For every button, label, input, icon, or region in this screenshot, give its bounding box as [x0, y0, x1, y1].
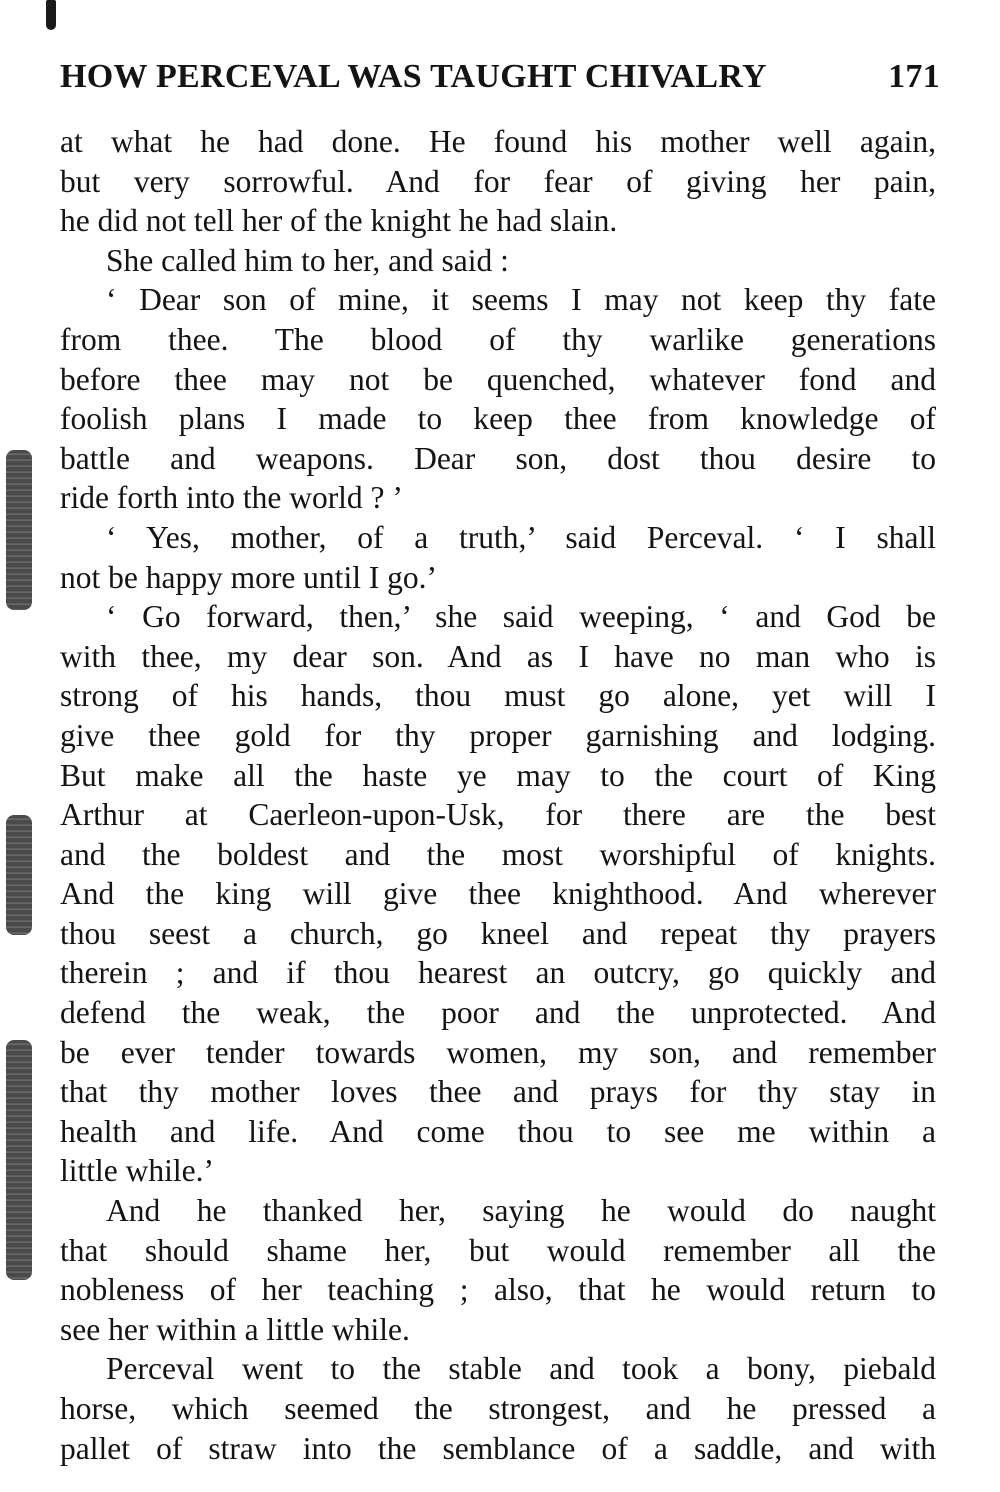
paragraph-line: battle and weapons. Dear son, dost thou desire to: [60, 440, 936, 476]
paragraph-line: give thee gold for thy proper garnishing and lodging.: [60, 717, 936, 753]
paragraph-line: Arthur at Caerleon-upon-Usk, for there are the best: [60, 797, 936, 833]
ink-mark-top: [46, 0, 56, 30]
paragraph-line: pallet of straw into the semblance of a saddle, and with: [60, 1430, 936, 1466]
paragraph-line: at what he had done. He found his mother well again,: [60, 124, 936, 159]
paragraph-line: but very sorrowful. And for fear of giving her pain,: [60, 163, 936, 199]
paragraph-line: defend the weak, the poor and the unprotected. And: [60, 995, 936, 1031]
running-header: [60, 58, 940, 102]
paragraph-line: be ever tender towards women, my son, and remember: [60, 1034, 936, 1070]
paragraph-line: She called him to her, and said :: [106, 242, 509, 278]
paragraph-line: strong of his hands, thou must go alone, yet will I: [60, 678, 936, 714]
paragraph-line: and the boldest and the most worshipful of knights.: [60, 836, 936, 872]
paragraph-line: And the king will give thee knighthood. And wherever: [60, 876, 936, 912]
paragraph-line: nobleness of her teaching ; also, that he would return to: [60, 1272, 936, 1308]
paragraph-line: foolish plans I made to keep thee from knowledge of: [60, 401, 936, 437]
page-number: 171: [888, 58, 940, 95]
paragraph-line: But make all the haste ye may to the court of King: [60, 757, 936, 793]
paragraph-line: little while.’: [60, 1153, 214, 1189]
paragraph-line: Perceval went to the stable and took a bony, piebald: [106, 1351, 936, 1387]
paragraph-line: not be happy more until I go.’: [60, 559, 438, 595]
body-text: [60, 122, 936, 1468]
paragraph-line: And he thanked her, saying he would do naught: [106, 1193, 936, 1229]
paragraph-line: ‘ Go forward, then,’ she said weeping, ‘ and God be: [106, 599, 936, 635]
paragraph-line: therein ; and if thou hearest an outcry, go quickly and: [60, 955, 936, 991]
paragraph-line: see her within a little while.: [60, 1311, 410, 1347]
paragraph-line: before thee may not be quenched, whatever fond and: [60, 361, 936, 397]
paragraph-line: from thee. The blood of thy warlike generations: [60, 321, 936, 357]
paragraph-line: that should shame her, but would remember all the: [60, 1232, 936, 1268]
paragraph-line: ‘ Dear son of mine, it seems I may not keep thy fate: [106, 282, 936, 318]
paragraph-line: thou seest a church, go kneel and repeat thy prayers: [60, 915, 936, 951]
paragraph-line: ride forth into the world ? ’: [60, 480, 403, 516]
paragraph-line: ‘ Yes, mother, of a truth,’ said Perceval. ‘ I shall: [106, 519, 936, 555]
paragraph-line: he did not tell her of the knight he had slain.: [60, 203, 618, 239]
binding-shadow-mark: [6, 1040, 32, 1280]
binding-shadow-mark: [6, 450, 32, 610]
chapter-title: HOW PERCEVAL WAS TAUGHT CHIVALRY: [60, 58, 767, 95]
paragraph-line: horse, which seemed the strongest, and he pressed a: [60, 1391, 936, 1426]
paragraph-line: health and life. And come thou to see me within a: [60, 1113, 936, 1149]
binding-shadow-mark: [6, 815, 32, 935]
paragraph-line: with thee, my dear son. And as I have no man who is: [60, 638, 936, 674]
paragraph-line: that thy mother loves thee and prays for thy stay in: [60, 1074, 936, 1110]
